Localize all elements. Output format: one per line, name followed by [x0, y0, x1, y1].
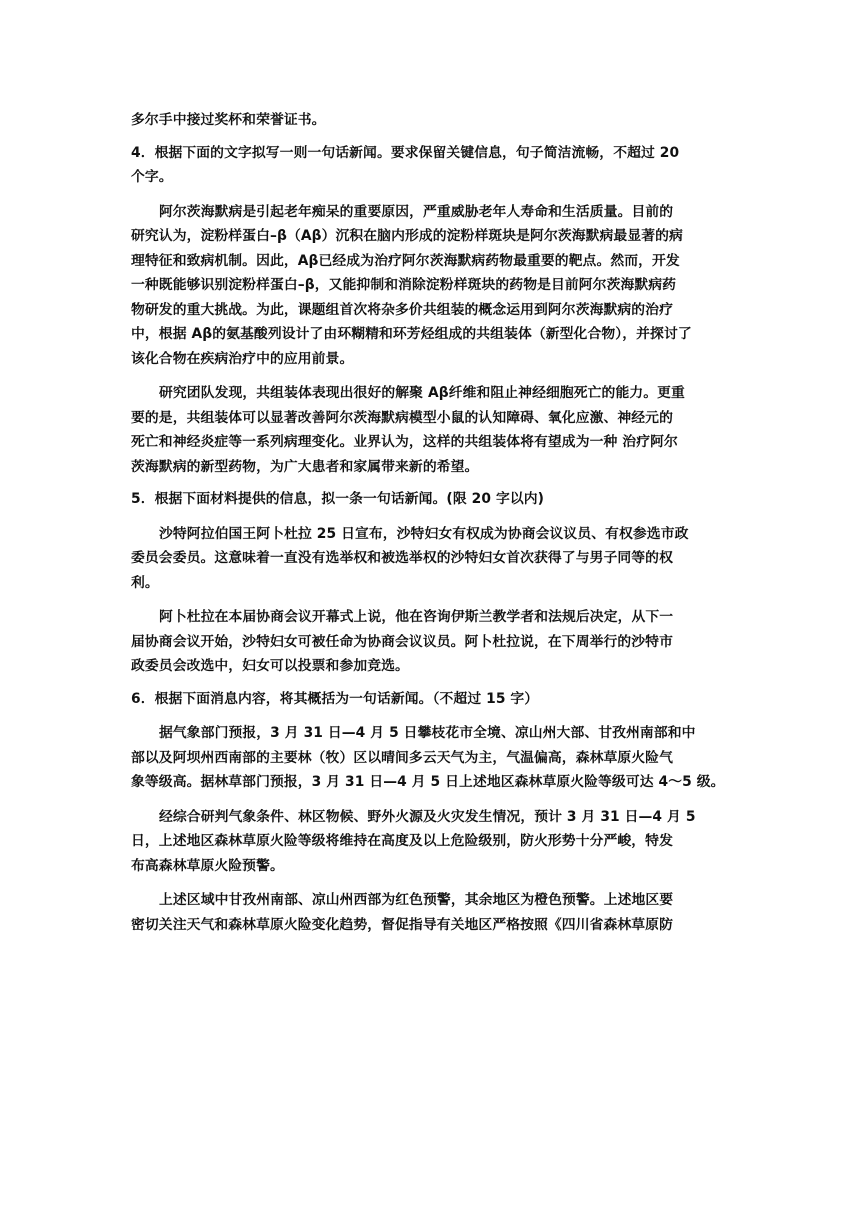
text-line: 届协商会议开始，沙特妇女可被任命为协商会议议员。阿卜杜拉说，在下周举行的沙特市	[131, 633, 673, 650]
question-line: 个字。	[131, 169, 173, 185]
text-line: 经综合研判气象条件、林区物候、野外火源及火灾发生情况，预计 3 月 31 日—4 月 5	[159, 808, 696, 825]
continuation-paragraph	[131, 108, 726, 133]
question-line: 6．根据下面消息内容，将其概括为一句话新闻。（不超过 15 字）	[131, 690, 539, 707]
question-4	[131, 141, 726, 190]
text-line: 沙特阿拉伯国王阿卜杜拉 25 日宣布，沙特妇女有权成为协商会议议员、有权参选市政	[159, 525, 689, 542]
text-line: 研究团队发现，共组装体表现出很好的解聚 Aβ纤维和阻止神经细胞死亡的能力。更重	[159, 385, 685, 401]
text-line: 政委员会改选中，妇女可以投票和参加竞选。	[131, 658, 409, 674]
document-page	[131, 108, 726, 937]
text-line: 该化合物在疾病治疗中的应用前景。	[131, 350, 354, 367]
paragraph	[131, 605, 726, 679]
text-line: 利。	[131, 574, 159, 591]
text-line: 据气象部门预报，3 月 31 日—4 月 5 日攀枝花市全境、凉山州大部、甘孜州南部和中	[159, 725, 696, 741]
text-line: 密切关注天气和森林草原火险变化趋势，督促指导有关地区严格按照《四川省森林草原防	[131, 916, 673, 933]
text-line: 物研发的重大挑战。为此，课题组首次将杂多价共组装的概念运用到阿尔茨海默病的治疗	[131, 301, 673, 318]
question-line: 5．根据下面材料提供的信息，拟一条一句话新闻。(限 20 字以内)	[131, 491, 545, 507]
text-line: 象等级高。据林草部门预报，3 月 31 日—4 月 5 日上述地区森林草原火险等级可达 4～5 级。	[131, 774, 725, 790]
question-6	[131, 687, 726, 712]
text-line: 多尔手中接过奖杯和荣誉证书。	[131, 112, 326, 128]
text-line: 中，根据 Aβ的氨基酸列设计了由环糊精和环芳烃组成的共组装体（新型化合物），并探讨了	[131, 326, 692, 342]
question-line: 4．根据下面的文字拟写一则一句话新闻。要求保留关键信息，句子简洁流畅，不超过 20	[131, 144, 680, 161]
paragraph	[131, 381, 726, 479]
paragraph	[131, 805, 726, 879]
paragraph	[131, 721, 726, 795]
text-line: 委员会委员。这意味着一直没有选举权和被选举权的沙特妇女首次获得了与男子同等的权	[131, 550, 673, 566]
paragraph	[131, 888, 726, 937]
text-line: 理特征和致病机制。因此，Aβ已经成为治疗阿尔茨海默病药物最重要的靶点。然而，开发	[131, 252, 680, 269]
text-line: 阿卜杜拉在本届协商会议开幕式上说，他在咨询伊斯兰教学者和法规后决定，从下一	[159, 609, 674, 625]
text-line: 上述区域中甘孜州南部、凉山州西部为红色预警，其余地区为橙色预警。上述地区要	[159, 892, 674, 908]
text-line: 布高森林草原火险预警。	[131, 857, 284, 874]
paragraph	[131, 200, 726, 372]
text-line: 阿尔茨海默病是引起老年痴呆的重要原因，严重威胁老年人寿命和生活质量。目前的	[159, 203, 674, 220]
text-line: 研究认为，淀粉样蛋白–β（Aβ）沉积在脑内形成的淀粉样斑块是阿尔茨海默病最显著的病	[131, 228, 683, 244]
text-line: 要的是，共组装体可以显著改善阿尔茨海默病模型小鼠的认知障碍、氧化应激、神经元的	[131, 409, 673, 426]
text-line: 一种既能够识别淀粉样蛋白–β，又能抑制和消除淀粉样斑块的药物是目前阿尔茨海默病药	[131, 277, 677, 293]
text-line: 死亡和神经炎症等一系列病理变化。业界认为，这样的共组装体将有望成为一种 治疗阿尔	[131, 434, 678, 450]
text-line: 茨海默病的新型药物，为广大患者和家属带来新的希望。	[131, 458, 479, 475]
text-line: 部以及阿坝州西南部的主要林（牧）区以晴间多云天气为主，气温偏高，森林草原火险气	[131, 749, 673, 766]
text-line: 日，上述地区森林草原火险等级将维持在高度及以上危险级别，防火形势十分严峻，特发	[131, 833, 673, 849]
paragraph	[131, 522, 726, 596]
question-5	[131, 487, 726, 512]
